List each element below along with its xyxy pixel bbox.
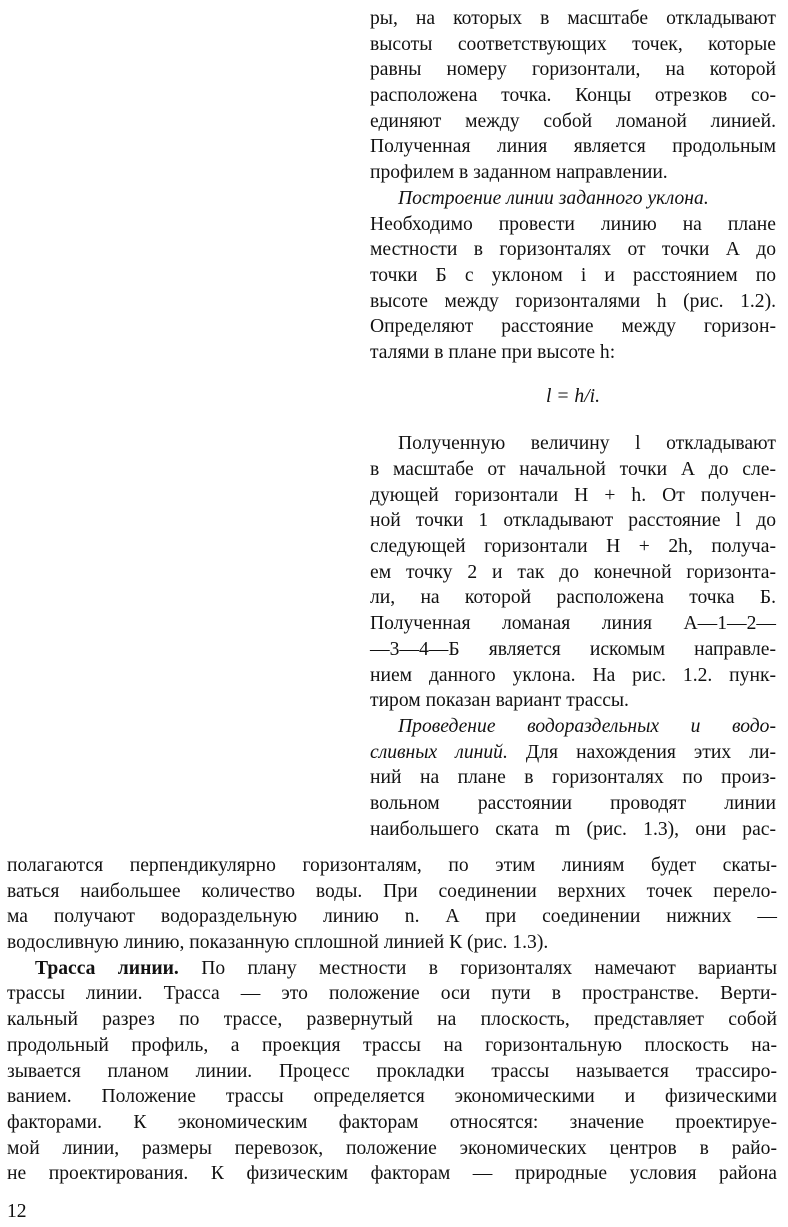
page-number: 12	[7, 1201, 27, 1222]
section-heading-watershed	[370, 714, 776, 740]
text-line: в масштабе от начальной точки А до сле-	[370, 459, 776, 480]
heading-text: Проведение водораздельных и водо-	[398, 715, 776, 737]
text-line: вольном расстоянии проводят линии	[370, 792, 776, 814]
text-line: ваться наибольшее количество воды. При соединении верхних точек перело-	[7, 880, 777, 902]
text-line: единяют между собой ломаной линией.	[370, 110, 776, 132]
text-fragment: По плану местности в горизонталях намечают варианты	[201, 957, 777, 979]
section-heading-route: Трасса линии.	[35, 957, 179, 979]
text-line: расположена точка. Концы отрезков со-	[370, 85, 776, 107]
text-fragment: Для нахождения этих ли-	[525, 741, 776, 763]
text-line: мой линии, размеры перевозок, положение экономических центров в райо-	[7, 1137, 777, 1159]
text-line: водосливную линию, показанную сплошной линией К (рис. 1.3).	[7, 932, 549, 954]
text-line: высоте между горизонталями h (рис. 1.2).	[370, 290, 776, 312]
heading-text-cont: сливных линий.	[370, 741, 508, 763]
text-line: дующей горизонтали H + h. От получен-	[370, 484, 776, 506]
route-paragraph-first-line	[7, 956, 777, 982]
text-line: точки Б с уклоном i и расстоянием по	[370, 264, 776, 286]
text-line: факторами. К экономическим факторам относятся: значение проектируе-	[7, 1111, 777, 1133]
text-line: ной точки 1 откладывают расстояние l до	[370, 510, 776, 532]
formula: l = h/i.	[545, 385, 601, 407]
text-line: Полученная ломаная линия А—1—2—	[370, 613, 776, 635]
text-line: ли, на которой расположена точка Б.	[370, 587, 776, 609]
text-line: ванием. Положение трассы определяется экономическими и физическими	[7, 1086, 777, 1108]
text-line: трассы линии. Трасса — это положение оси пути в пространстве. Верти-	[7, 983, 777, 1005]
text-line: профилем в заданном направлении.	[370, 162, 668, 184]
text-line: продольный профиль, а проекция трассы на горизонтальную плоскость на-	[7, 1034, 777, 1056]
text-line: Необходимо провести линию на плане	[370, 213, 776, 235]
text-line: полагаются перпендикулярно горизонталям, по этим линиям будет скаты-	[7, 855, 777, 876]
text-line: Полученная линия является продольным	[370, 136, 776, 158]
full-width-text	[7, 853, 777, 1187]
right-column-text	[370, 6, 776, 842]
text-line: зывается планом линии. Процесс прокладки трассы называется трассиро-	[7, 1060, 777, 1082]
text-line: тиром показан вариант трассы.	[370, 690, 629, 712]
text-line: —3—4—Б является искомым направле-	[370, 638, 776, 660]
text-line: Определяют расстояние между горизон-	[370, 316, 776, 338]
text-line	[370, 740, 776, 766]
text-line: ры, на которых в масштабе откладывают	[370, 8, 776, 29]
text-line: наибольшего ската m (рис. 1.3), они рас-	[370, 818, 776, 840]
text-line: Полученную величину l откладывают	[398, 433, 776, 455]
section-heading-slope	[370, 186, 776, 212]
text-line: местности в горизонталях от точки А до	[370, 239, 776, 261]
text-line: кальный разрез по трассе, развернутый на плоскость, представляет собой	[7, 1009, 777, 1031]
text-line: высоты соответствующих точек, которые	[370, 33, 776, 55]
text-line: не проектирования. К физическим факторам — природные условия района	[7, 1163, 777, 1185]
text-line: следующей горизонтали H + 2h, получа-	[370, 536, 776, 558]
text-line: равны номеру горизонтали, на которой	[370, 59, 776, 81]
text-line: ний на плане в горизонталях по произ-	[370, 767, 776, 789]
text-line: ем точку 2 и так до конечной горизонта-	[370, 561, 776, 583]
text-line: ма получают водораздельную линию n. А при соединении нижних —	[7, 906, 777, 928]
text-line: нием данного уклона. На рис. 1.2. пунк-	[370, 664, 776, 686]
heading-text: Построение линии заданного уклона.	[398, 187, 709, 209]
text-line: талями в плане при высоте h:	[370, 341, 616, 363]
